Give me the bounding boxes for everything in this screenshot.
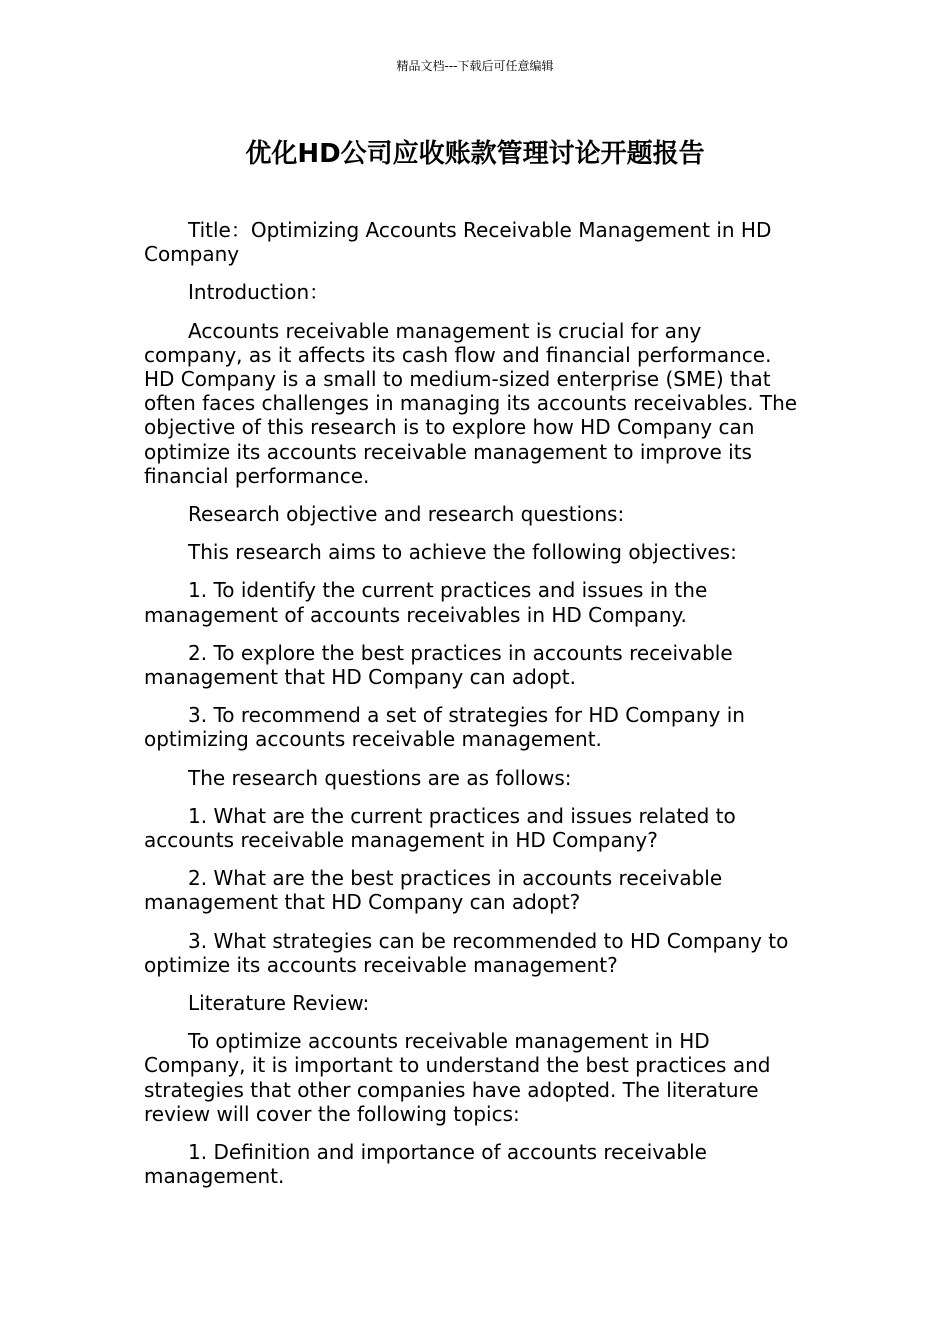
paragraph-introduction-heading: Introduction： — [188, 280, 330, 305]
paragraph-title-line: Title：Optimizing Accounts Receivable Management in HD Company — [144, 218, 772, 267]
document-title: 优化HD公司应收账款管理讨论开题报告 — [245, 139, 705, 169]
paragraph-literature-topic-1: 1. Definition and importance of accounts receivable management. — [144, 1140, 707, 1189]
paragraph-literature-body: To optimize accounts receivable management in HD Company, it is important to understand the best practices and strategies that other companies have adopted. The literature review will cover the following topics: — [144, 1029, 771, 1126]
paragraph-objective-1: 1. To identify the current practices and issues in the management of accounts receivables in HD Company. — [144, 578, 708, 627]
paragraph-introduction-body: Accounts receivable management is crucial for any company, as it affects its cash flow and financial performance. HD Company is a small to medium-sized enterprise (SME) that often faces challenges in managing its accounts receivables. The objective of this research is to explore how HD Company can optimize its accounts receivable management to improve its financial performance. — [144, 318, 798, 488]
page-header-note: 精品文档---下载后可任意编辑 — [396, 59, 554, 73]
paragraph-objective-2: 2. To explore the best practices in accounts receivable management that HD Company can adopt. — [144, 640, 733, 690]
paragraph-objective-3: 3. To recommend a set of strategies for HD Company in optimizing accounts receivable management. — [144, 703, 745, 752]
document-body — [144, 218, 804, 1203]
paragraph-question-3: 3. What strategies can be recommended to HD Company to optimize its accounts receivable management? — [144, 928, 789, 977]
paragraph-literature-heading: Literature Review: — [188, 991, 370, 1016]
paragraph-objectives-intro: This research aims to achieve the following objectives: — [188, 540, 737, 565]
paragraph-question-2: 2. What are the best practices in accounts receivable management that HD Company can adopt? — [144, 866, 723, 915]
paragraph-questions-intro: The research questions are as follows: — [188, 765, 572, 790]
paragraph-question-1: 1. What are the current practices and issues related to accounts receivable management in HD Company? — [144, 803, 736, 853]
paragraph-research-heading: Research objective and research questions: — [188, 502, 625, 527]
